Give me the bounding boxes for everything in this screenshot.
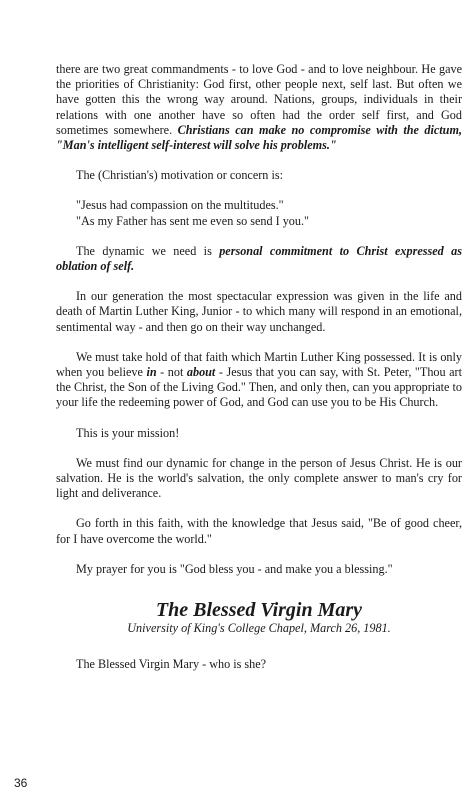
scripture-quote: "As my Father has sent me even so send I you." xyxy=(76,213,310,228)
paragraph: The Blessed Virgin Mary - who is she? xyxy=(76,657,267,672)
section-title: The Blessed Virgin Mary xyxy=(155,599,363,622)
paragraph: Go forth in this faith, with the knowledge that Jesus said, "Be of good cheer, for I have overcome the world." xyxy=(56,516,462,546)
paragraph xyxy=(56,62,462,153)
paragraph: This is your mission! xyxy=(76,425,180,440)
paragraph: The (Christian's) motivation or concern is: xyxy=(76,168,283,183)
section-subtitle: University of King's College Chapel, March 26, 1981. xyxy=(127,621,391,636)
emphasized-word: about xyxy=(186,365,216,380)
scripture-quote: "Jesus had compassion on the multitudes." xyxy=(76,198,284,213)
paragraph: We must find our dynamic for change in the person of Jesus Christ. He is our salvation. He is the world's salvation, the only complete answer to man's cry for light and deliverance. xyxy=(56,455,462,501)
emphasized-text: personal commitment to Christ expressed as oblation of self. xyxy=(56,243,462,274)
page-number: 36 xyxy=(14,776,28,790)
paragraph-text: - Jesus that you can say, with St. Peter, "Thou art the Christ, the Son of the Living God." Then, and only then, can you appropriate to your life the redeeming power of God, and God can use you to be His Church. xyxy=(56,365,462,410)
paragraph xyxy=(56,244,462,274)
paragraph-text: there are two great commandments - to love God - and to love neighbour. He gave the priorities of Christianity: God first, other people next, self last. But often we have gotten this the wrong way around. Nations, groups, individuals in their relations with one another have so often had the order self first, and God sometimes somewhere. xyxy=(56,62,462,137)
page-body xyxy=(56,62,462,687)
paragraph: My prayer for you is "God bless you - and make you a blessing." xyxy=(76,561,393,576)
paragraph-text: The dynamic we need is xyxy=(76,243,220,258)
emphasized-text: Christians can make no compromise with the dictum, "Man's intelligent self-interest will solve his problems." xyxy=(56,122,462,153)
paragraph-text: - not xyxy=(156,365,187,380)
paragraph-text: We must take hold of that faith which Martin Luther King possessed. It is only when you believe xyxy=(56,349,462,380)
paragraph: In our generation the most spectacular expression was given in the life and death of Martin Luther King, Junior - to which many will respond in an emotional, sentimental way - and then go on their way unchanged. xyxy=(56,289,462,334)
paragraph xyxy=(56,350,462,411)
emphasized-word: in xyxy=(146,365,157,380)
